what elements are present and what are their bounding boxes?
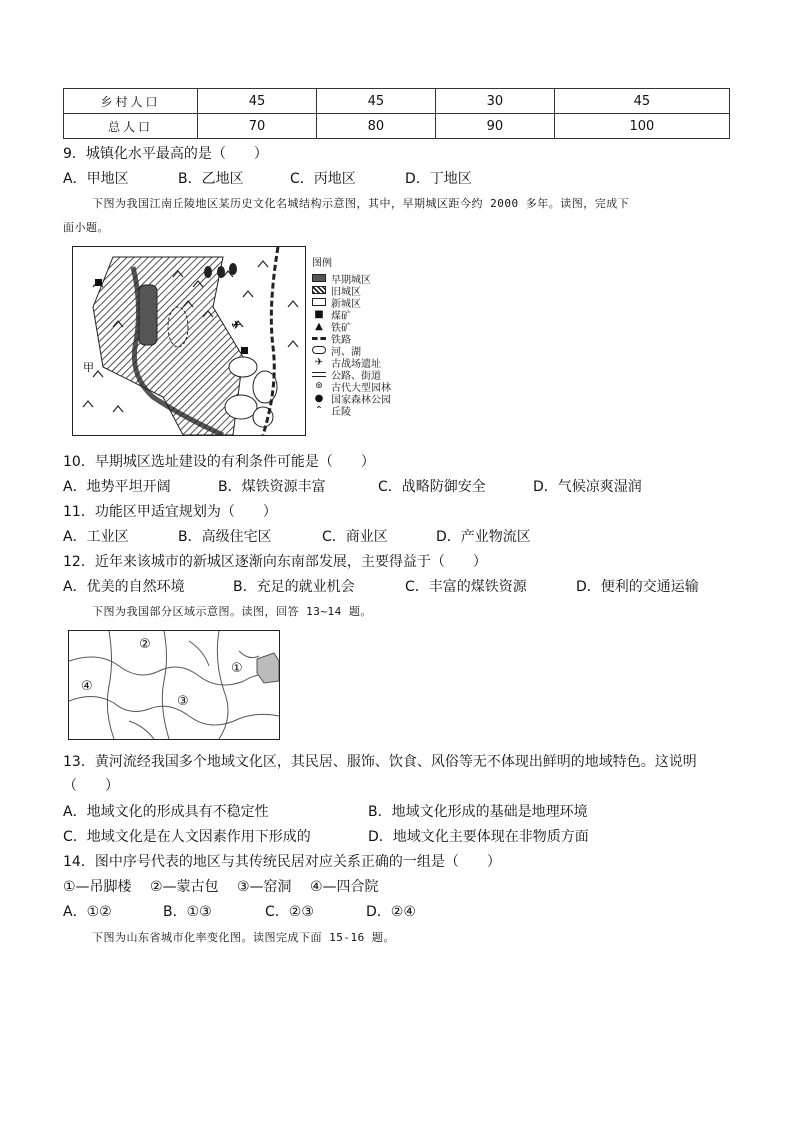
q13-stem: 13．黄河流经我国多个地域文化区，其民居、服饰、饮食、风俗等无不体现出鲜明的地域特色。这说明: [63, 754, 697, 770]
intro-1-line2: 面小题。: [63, 221, 109, 234]
q10-option-a: A．地势平坦开阔: [63, 479, 171, 495]
intro-2: 下图为我国部分区域示意图。读图，回答 13~14 题。: [92, 605, 372, 618]
legend-label: 新城区: [331, 298, 361, 310]
legend-label: 丘陵: [331, 406, 351, 418]
q10-option-c: C．战略防御安全: [378, 479, 486, 495]
regional-map-drawing: [69, 631, 279, 739]
coal-icon: ■: [314, 308, 324, 320]
label-jia: 甲: [83, 361, 94, 374]
garden-icon: ⊚: [315, 381, 323, 391]
region-label-2: ②: [139, 637, 151, 652]
region-label-3: ③: [177, 694, 189, 709]
legend-title: 图例: [312, 258, 332, 269]
lake-icon: [312, 346, 326, 354]
q13-option-b: B．地域文化形成的基础是地理环境: [368, 804, 588, 820]
legend-swatch: [312, 286, 326, 294]
q12-option-b: B．充足的就业机会: [233, 579, 355, 595]
intro-3: 下图为山东省城市化率变化图。读图完成下面 15-16 题。: [92, 931, 395, 944]
coal-mine-icon: [95, 279, 102, 286]
q14-option-a: A．①②: [63, 904, 112, 920]
q11-stem: 11．功能区甲适宜规划为（ ）: [63, 504, 277, 520]
legend-label: 煤矿: [331, 310, 351, 322]
q12-option-d: D．便利的交通运输: [576, 579, 699, 595]
legend-item: [312, 392, 412, 404]
coal-mine-icon: [241, 347, 248, 354]
hill-icon: ⌃: [314, 404, 324, 416]
q14-option-c: C．②③: [265, 904, 314, 920]
q14-stem: 14．图中序号代表的地区与其传统民居对应关系正确的一组是（ ）: [63, 854, 501, 870]
q11-option-a: A．工业区: [63, 529, 129, 545]
regional-map: [68, 630, 280, 740]
legend-item: [312, 272, 412, 284]
intro-1-line1: 下图为我国江南丘陵地区某历史文化名城结构示意图，其中，早期城区距今约 2000 多年。读图，完成下: [92, 197, 630, 210]
legend-item: [312, 284, 412, 296]
sea-area: [257, 653, 279, 683]
q13-option-c: C．地域文化是在人文因素作用下形成的: [63, 829, 311, 845]
early-city-area: [139, 285, 157, 345]
table-cell: 45: [198, 89, 317, 114]
legend-label: 早期城区: [331, 274, 371, 286]
q12-stem: 12．近年来该城市的新城区逐渐向东南部发展，主要得益于（ ）: [63, 554, 487, 570]
table-cell: 30: [435, 89, 554, 114]
q11-option-c: C．商业区: [322, 529, 388, 545]
legend-item: [312, 308, 412, 320]
q14-pairs: ①—吊脚楼 ②—蒙古包 ③—窑洞 ④—四合院: [63, 879, 379, 895]
q9-option-d: D．丁地区: [405, 171, 472, 187]
row-label: 总人口: [64, 114, 198, 139]
legend-label: 铁矿: [331, 322, 351, 334]
q14-option-d: D．②④: [366, 904, 416, 920]
table-cell: 45: [554, 89, 729, 114]
q13-option-d: D．地域文化主要体现在非物质方面: [368, 829, 589, 845]
table-cell: 80: [316, 114, 435, 139]
legend-label: 铁路: [331, 334, 351, 346]
legend-swatch: [312, 274, 326, 282]
q13-option-a: A．地域文化的形成具有不稳定性: [63, 804, 269, 820]
city-structure-map: [72, 246, 306, 436]
q9-option-c: C．丙地区: [290, 171, 356, 187]
forest-icon: ●: [314, 392, 324, 404]
map-legend: [312, 254, 412, 416]
map-drawing: [73, 247, 305, 435]
legend-swatch: [312, 298, 326, 306]
battlefield-icon: ✈: [231, 318, 242, 332]
q11-option-d: D．产业物流区: [436, 529, 531, 545]
legend-label: 国家森林公园: [331, 394, 391, 406]
q10-option-d: D．气候凉爽湿润: [533, 479, 642, 495]
legend-label: 河、湖: [331, 346, 361, 358]
q10-stem: 10．早期城区选址建设的有利条件可能是（ ）: [63, 454, 375, 470]
legend-item: [312, 332, 412, 344]
railway-icon: [312, 337, 326, 340]
q9-option-b: B．乙地区: [178, 171, 244, 187]
q9-option-a: A．甲地区: [63, 171, 129, 187]
table-cell: 70: [198, 114, 317, 139]
row-label: 乡村人口: [64, 89, 198, 114]
q14-option-b: B．①③: [163, 904, 212, 920]
legend-item: [312, 296, 412, 308]
q12-option-a: A．优美的自然环境: [63, 579, 185, 595]
road-icon: [312, 372, 326, 377]
table-cell: 45: [316, 89, 435, 114]
q12-option-c: C．丰富的煤铁资源: [405, 579, 527, 595]
table-cell: 90: [435, 114, 554, 139]
legend-item: [312, 404, 412, 416]
legend-item: [312, 320, 412, 332]
population-table: [63, 88, 730, 139]
table-row: [64, 114, 730, 139]
legend-label: 古战场遗址: [331, 358, 381, 370]
battlefield-icon: ✈: [314, 356, 324, 368]
iron-icon: ▲: [315, 320, 323, 332]
table-cell: 100: [554, 114, 729, 139]
legend-label: 古代大型园林: [331, 382, 391, 394]
table-row: [64, 89, 730, 114]
legend-label: 旧城区: [331, 286, 361, 298]
q13-stem-paren: （ ）: [63, 778, 119, 794]
q11-option-b: B．高级住宅区: [178, 529, 272, 545]
q10-option-b: B．煤铁资源丰富: [218, 479, 326, 495]
region-label-4: ④: [81, 679, 93, 694]
region-label-1: ①: [231, 661, 243, 676]
legend-label: 公路、街道: [331, 370, 381, 382]
q9-stem: 9．城镇化水平最高的是（ ）: [63, 146, 268, 162]
